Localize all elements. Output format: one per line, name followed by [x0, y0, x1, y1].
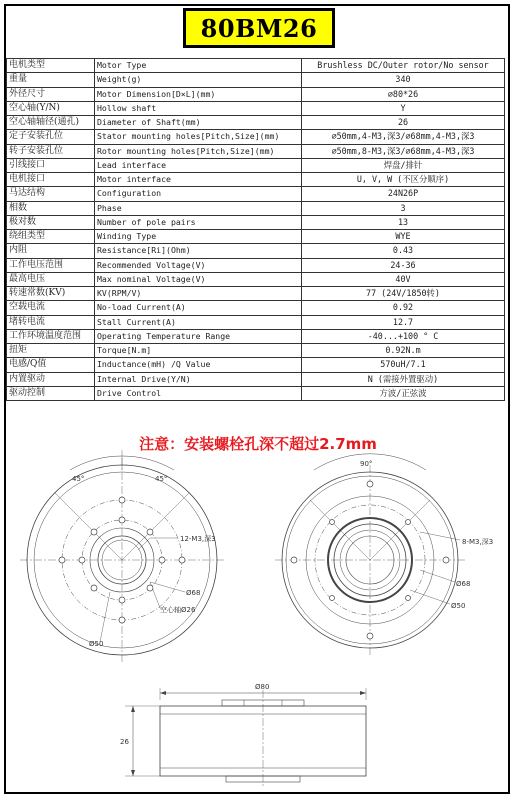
spec-label-en: Lead interface: [95, 158, 302, 172]
spec-value: 13: [302, 215, 505, 229]
right-angle: 90°: [360, 460, 373, 468]
left-angle-2: 45°: [155, 475, 168, 483]
spec-label-en: Diameter of Shaft(mm): [95, 116, 302, 130]
spec-label-en: KV(RPM/V): [95, 287, 302, 301]
spec-label-en: Resistance[Ri](Ohm): [95, 244, 302, 258]
right-holes-label: 8-M3,深3: [462, 538, 494, 546]
spec-label-cn: 工作环境温度范围: [7, 329, 95, 343]
spec-value: 77 (24V/1850转): [302, 287, 505, 301]
spec-label-cn: 转速常数(KV): [7, 287, 95, 301]
spec-value: 焊盘/排针: [302, 158, 505, 172]
spec-value: 0.92: [302, 301, 505, 315]
spec-label-en: Motor Dimension[D×L](mm): [95, 87, 302, 101]
product-title: 80BM26: [200, 13, 318, 43]
right-d50-label: Ø50: [451, 602, 466, 610]
spec-value: Y: [302, 101, 505, 115]
spec-value: 12.7: [302, 315, 505, 329]
spec-value: 方波/正弦波: [302, 386, 505, 400]
spec-label-en: Hollow shaft: [95, 101, 302, 115]
side-view: [125, 688, 366, 788]
spec-label-cn: 绕组类型: [7, 230, 95, 244]
spec-label-cn: 空心轴(Y/N): [7, 101, 95, 115]
spec-label-cn: 电机接口: [7, 173, 95, 187]
left-shaft-label: 空心轴Ø26: [160, 606, 196, 614]
spec-label-en: Number of pole pairs: [95, 215, 302, 229]
spec-label-cn: 重量: [7, 73, 95, 87]
spec-label-cn: 引线接口: [7, 158, 95, 172]
spec-value: 3: [302, 201, 505, 215]
spec-label-cn: 相数: [7, 201, 95, 215]
spec-value: 340: [302, 73, 505, 87]
side-height-label: 26: [120, 738, 129, 746]
spec-value: 40V: [302, 272, 505, 286]
spec-label-en: Configuration: [95, 187, 302, 201]
spec-label-cn: 堵转电流: [7, 315, 95, 329]
spec-label-cn: 电感/Q值: [7, 358, 95, 372]
spec-label-cn: 内置驱动: [7, 372, 95, 386]
left-d50-label: Ø50: [89, 640, 104, 648]
spec-label-en: No-load Current(A): [95, 301, 302, 315]
spec-label-en: Rotor mounting holes[Pitch,Size](mm): [95, 144, 302, 158]
spec-value: N (需接外置驱动): [302, 372, 505, 386]
spec-label-cn: 马达结构: [7, 187, 95, 201]
spec-label-en: Motor interface: [95, 173, 302, 187]
spec-value: 26: [302, 116, 505, 130]
spec-label-en: Max nominal Voltage(V): [95, 272, 302, 286]
spec-value: -40...+100 ° C: [302, 329, 505, 343]
spec-value: Brushless DC/Outer rotor/No sensor: [302, 59, 505, 73]
spec-label-en: Stator mounting holes[Pitch,Size](mm): [95, 130, 302, 144]
spec-label-cn: 定子安装孔位: [7, 130, 95, 144]
spec-label-cn: 电机类型: [7, 59, 95, 73]
spec-label-en: Operating Temperature Range: [95, 329, 302, 343]
spec-label-en: Drive Control: [95, 386, 302, 400]
spec-label-en: Internal Drive(Y/N): [95, 372, 302, 386]
spec-label-en: Inductance(mH) /Q Value: [95, 358, 302, 372]
spec-value: 24N26P: [302, 187, 505, 201]
spec-value: WYE: [302, 230, 505, 244]
spec-label-cn: 扭矩: [7, 344, 95, 358]
spec-label-cn: 外径尺寸: [7, 87, 95, 101]
left-holes-label: 12-M3,深3: [180, 535, 216, 543]
spec-value: 0.92N.m: [302, 344, 505, 358]
right-d68-label: Ø68: [456, 580, 471, 588]
spec-label-en: Weight(g): [95, 73, 302, 87]
spec-value: ⌀50mm,4-M3,深3/⌀68mm,4-M3,深3: [302, 130, 505, 144]
spec-label-cn: 空载电流: [7, 301, 95, 315]
spec-label-en: Phase: [95, 201, 302, 215]
side-width-label: Ø80: [255, 683, 270, 691]
spec-label-cn: 驱动控制: [7, 386, 95, 400]
spec-label-en: Torque[N.m]: [95, 344, 302, 358]
spec-value: 0.43: [302, 244, 505, 258]
spec-label-cn: 极对数: [7, 215, 95, 229]
spec-label-cn: 转子安装孔位: [7, 144, 95, 158]
spec-label-cn: 工作电压范围: [7, 258, 95, 272]
spec-value: 570uH/7.1: [302, 358, 505, 372]
spec-value: ⌀50mm,8-M3,深3/⌀68mm,4-M3,深3: [302, 144, 505, 158]
spec-value: 24-36: [302, 258, 505, 272]
spec-value: ⌀80*26: [302, 87, 505, 101]
spec-label-cn: 内阻: [7, 244, 95, 258]
spec-label-en: Motor Type: [95, 59, 302, 73]
spec-label-cn: 空心轴轴径(通孔): [7, 116, 95, 130]
install-notice: 注意：安装螺栓孔深不超过2.7mm: [139, 435, 377, 453]
spec-value: U, V, W (不区分顺序): [302, 173, 505, 187]
spec-label-en: Winding Type: [95, 230, 302, 244]
spec-label-en: Recommended Voltage(V): [95, 258, 302, 272]
spec-label-cn: 最高电压: [7, 272, 95, 286]
left-d68-label: Ø68: [186, 589, 201, 597]
left-view: [20, 450, 224, 662]
left-angle-1: 45°: [72, 475, 85, 483]
spec-label-en: Stall Current(A): [95, 315, 302, 329]
